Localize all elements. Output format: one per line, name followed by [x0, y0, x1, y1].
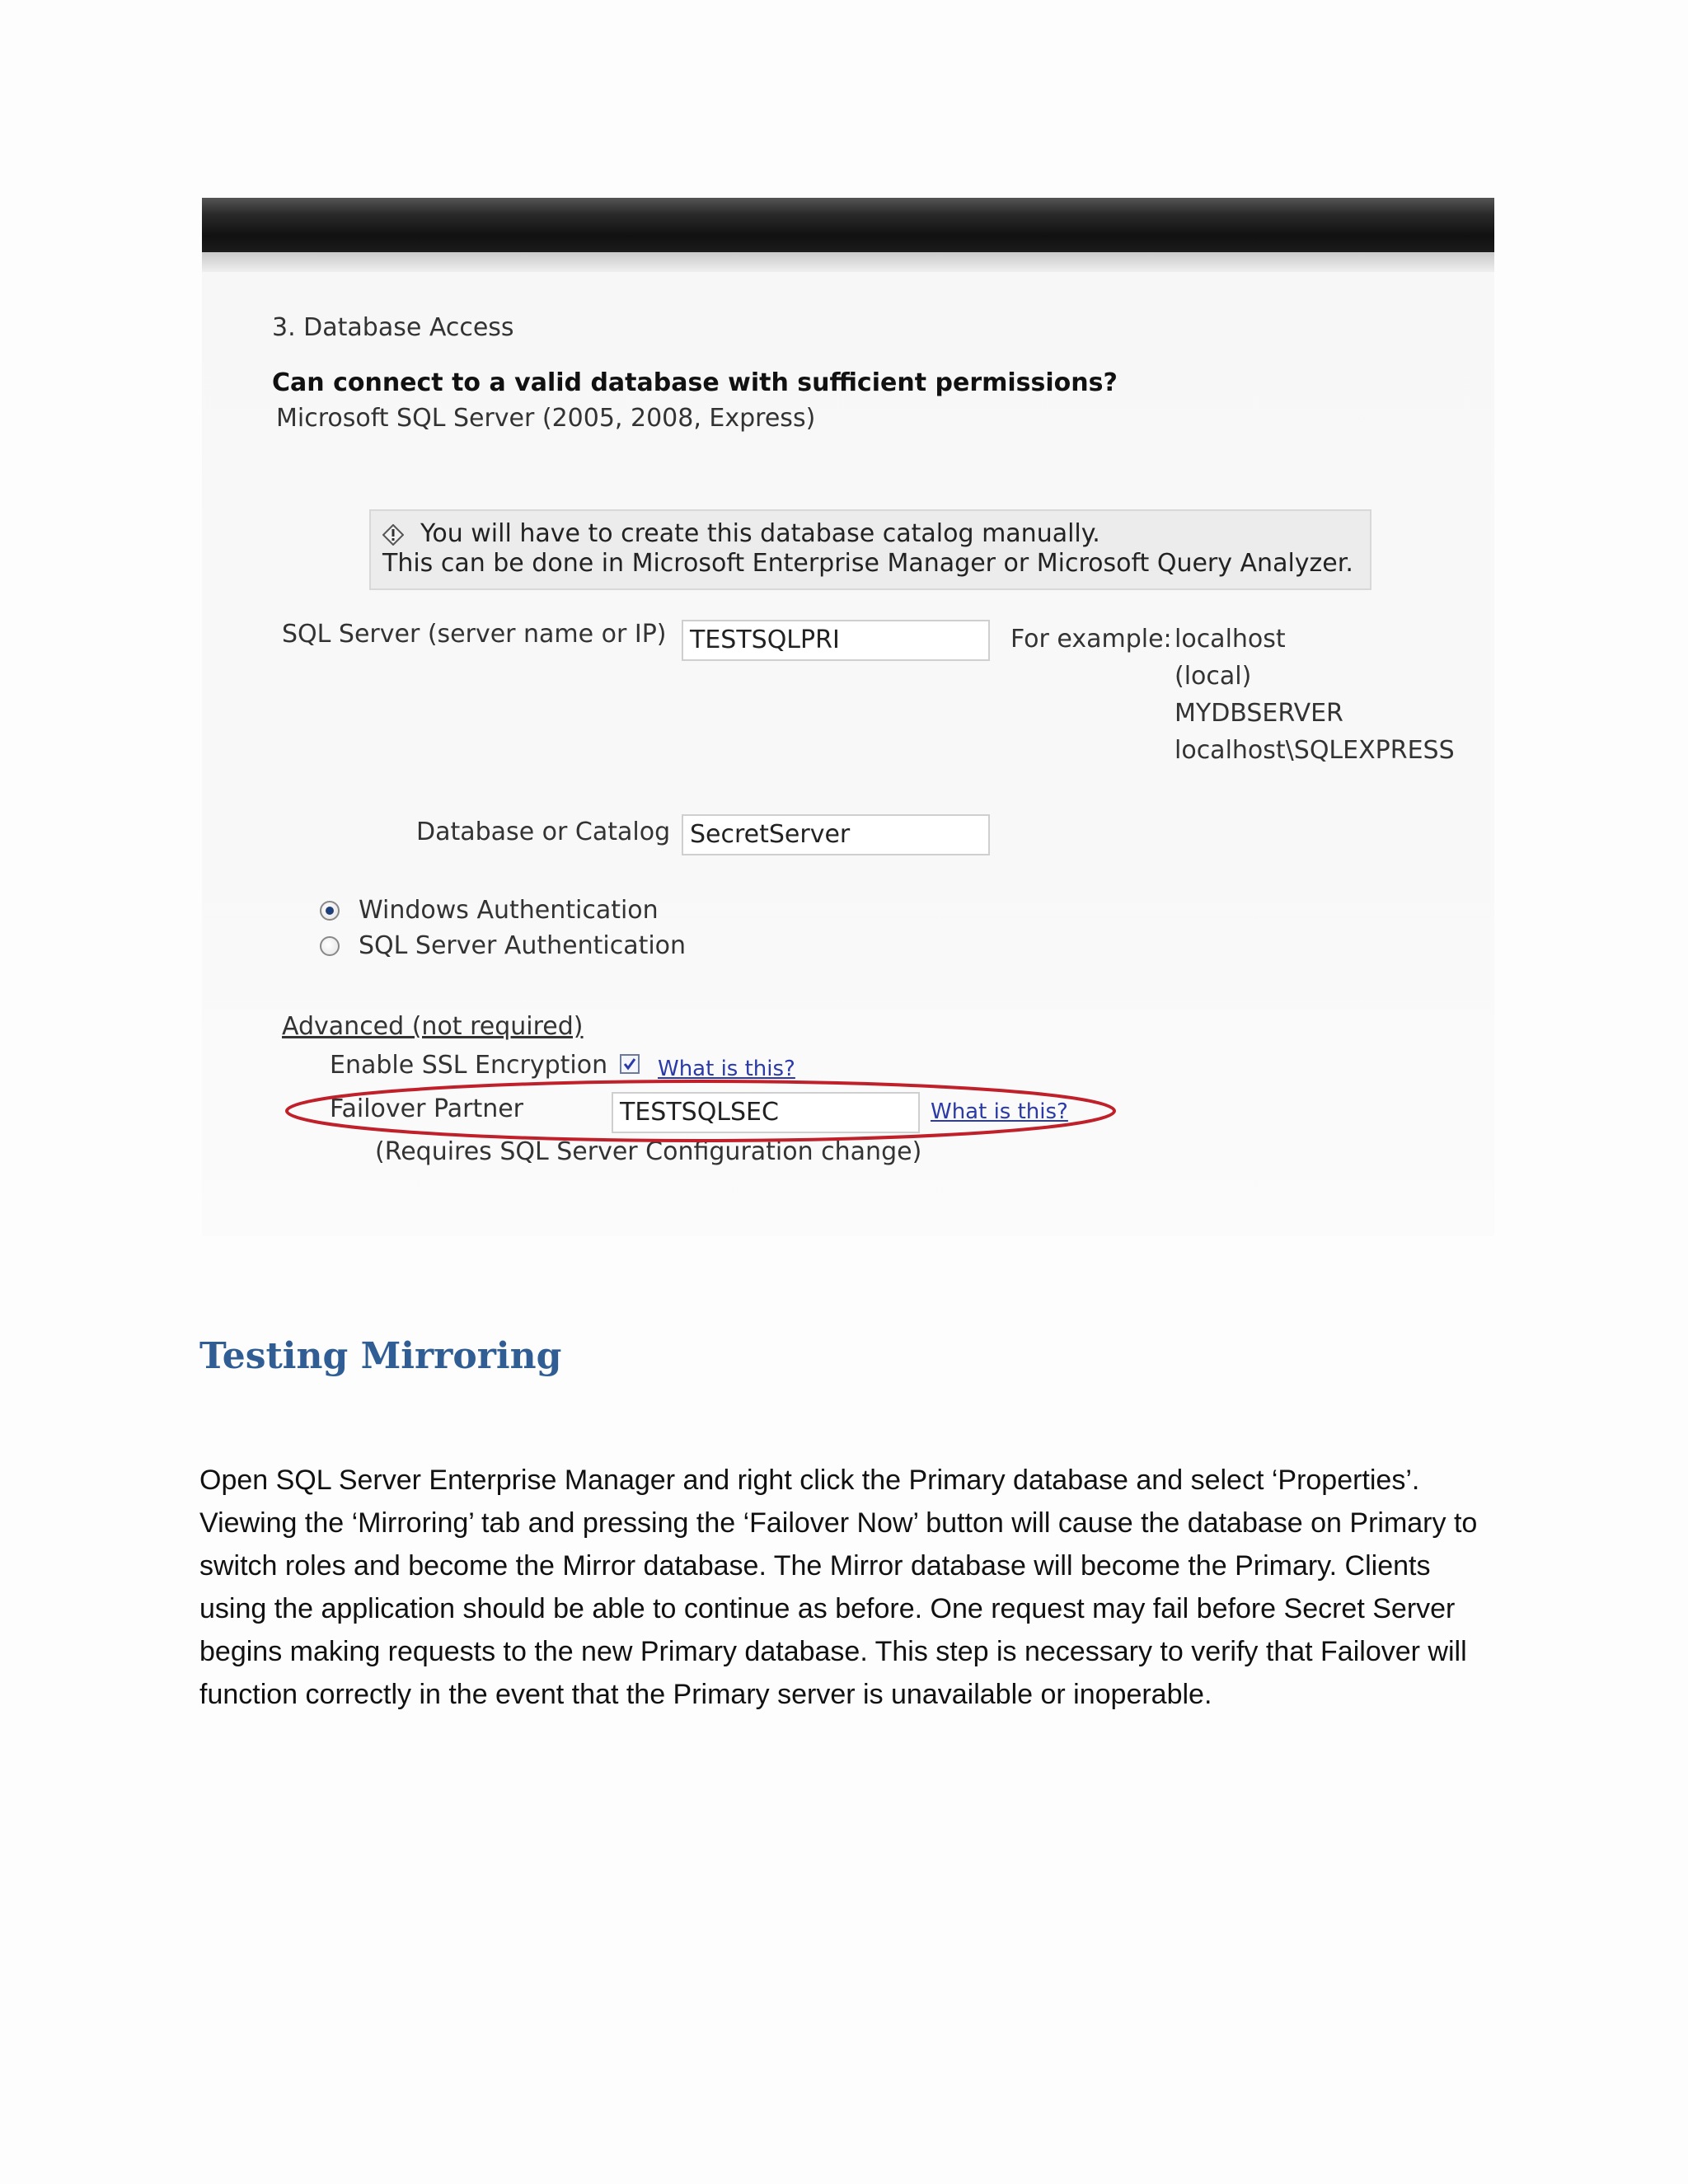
windows-auth-radio[interactable]: [320, 901, 340, 921]
section-heading: Testing Mirroring: [199, 1335, 562, 1377]
sql-server-input[interactable]: TESTSQLPRI: [682, 620, 990, 661]
paragraph-line: function correctly in the event that the Primary server is unavailable or inoperable.: [199, 1679, 1212, 1710]
sql-auth-radio[interactable]: [320, 936, 340, 956]
paragraph-line: using the application should be able to continue as before. One request may fail before Secret Server: [199, 1593, 1456, 1624]
ssl-label: Enable SSL Encryption: [330, 1051, 608, 1080]
notice-line-1: You will have to create this database catalog manually.: [420, 519, 1100, 548]
failover-label: Failover Partner: [330, 1094, 524, 1123]
ssl-help-link[interactable]: What is this?: [658, 1057, 795, 1081]
header-bar-shadow: [202, 252, 1494, 272]
advanced-link[interactable]: Advanced (not required): [282, 1012, 584, 1041]
warning-icon: [382, 524, 404, 546]
paragraph-line: Open SQL Server Enterprise Manager and right click the Primary database and select ‘Properties’.: [199, 1465, 1420, 1496]
failover-note: (Requires SQL Server Configuration change): [375, 1137, 922, 1166]
manual-catalog-notice: [369, 509, 1372, 590]
notice-line-2: This can be done in Microsoft Enterprise Manager or Microsoft Query Analyzer.: [382, 549, 1353, 578]
section-title: 3. Database Access: [272, 313, 514, 342]
failover-partner-input[interactable]: TESTSQLSEC: [612, 1092, 920, 1133]
database-label: Database or Catalog: [416, 818, 671, 846]
body-paragraph: [199, 1459, 1502, 1716]
example-localhost: localhost: [1175, 625, 1286, 654]
paragraph-line: begins making requests to the new Primary database. This step is necessary to verify that Failover will: [199, 1636, 1467, 1667]
connection-question: Can connect to a valid database with sufficient permissions?: [272, 368, 1118, 397]
example-mydbserver: MYDBSERVER: [1175, 699, 1343, 728]
highlight-ellipse: [284, 1078, 1117, 1144]
failover-help-link[interactable]: What is this?: [931, 1099, 1068, 1124]
ssl-checkbox[interactable]: [620, 1054, 640, 1074]
embedded-screenshot: [202, 198, 1494, 1236]
example-local: (local): [1175, 662, 1252, 691]
database-input[interactable]: SecretServer: [682, 814, 990, 855]
windows-auth-label[interactable]: Windows Authentication: [359, 896, 659, 925]
sql-auth-label[interactable]: SQL Server Authentication: [359, 931, 687, 960]
example-sqlexpress: localhost\SQLEXPRESS: [1175, 736, 1455, 765]
screenshot-header-bar: [202, 198, 1494, 252]
sql-server-label: SQL Server (server name or IP): [282, 620, 667, 649]
database-type: Microsoft SQL Server (2005, 2008, Express): [276, 404, 816, 433]
checkmark-icon: [621, 1056, 638, 1072]
paragraph-line: switch roles and become the Mirror database. The Mirror database will become the Primary. Clients: [199, 1550, 1431, 1582]
example-label: For example:: [1010, 625, 1172, 654]
paragraph-line: Viewing the ‘Mirroring’ tab and pressing the ‘Failover Now’ button will cause the database on Primary to: [199, 1507, 1478, 1539]
